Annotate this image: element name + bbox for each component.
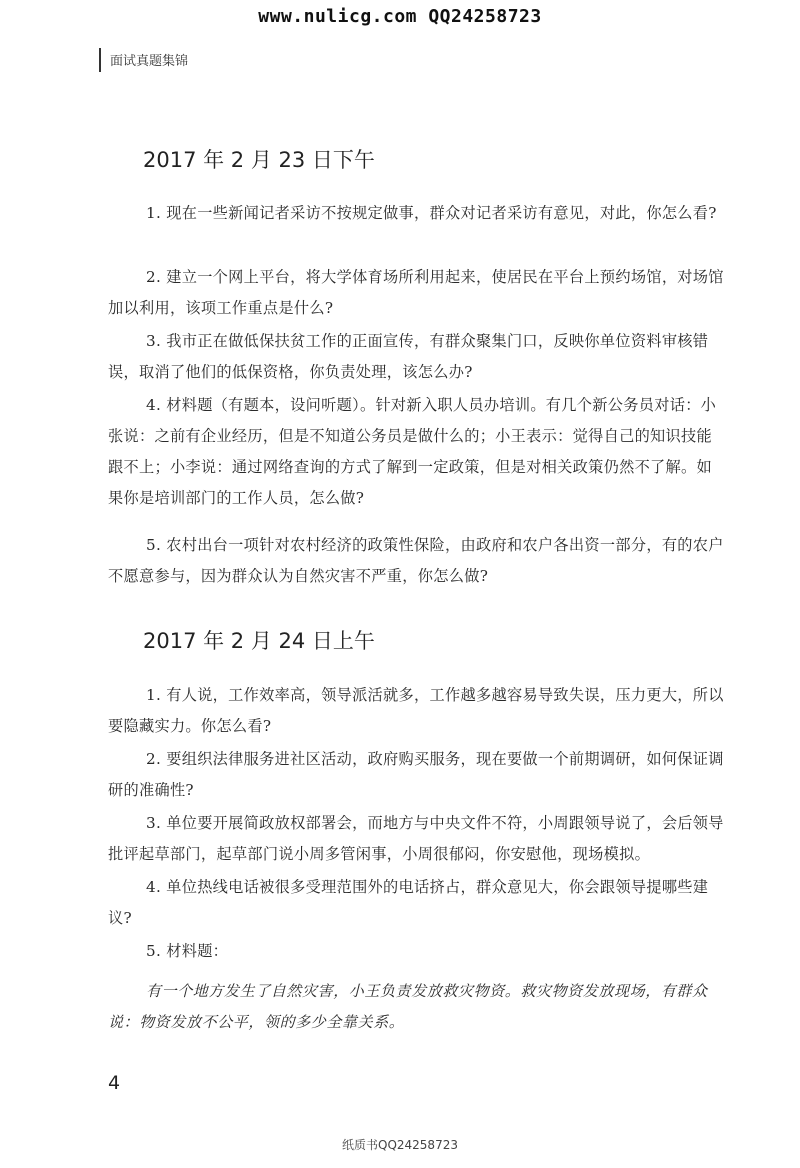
question-1-2: 2. 建立一个网上平台，将大学体育场所利用起来，使居民在平台上预约场馆，对场馆加以利用，该项工作重点是什么? (108, 268, 724, 317)
page-number: 4 (108, 1072, 121, 1094)
question-2-5: 5. 材料题： (146, 942, 229, 960)
watermark-text: www.nulicg.com QQ24258723 (258, 6, 542, 27)
footer-text: 纸质书QQ24258723 (342, 1138, 458, 1152)
section-title-feb23-pm: 2017 年 2 月 23 日下午 (143, 148, 375, 172)
question-1-3: 3. 我市正在做低保扶贫工作的正面宣传，有群众聚集门口，反映你单位资料审核错误，取消了他们的低保资格，你负责处理，该怎么办? (108, 332, 709, 381)
question-2-4: 4. 单位热线电话被很多受理范围外的电话挤占，群众意见大，你会跟领导提哪些建议? (108, 878, 709, 927)
material-passage: 有一个地方发生了自然灾害，小王负责发放救灾物资。救灾物资发放现场，有群众说：物资发放不公平，领的多少全靠关系。 (108, 982, 708, 1031)
running-header-title: 面试真题集锦 (110, 54, 189, 69)
header-divider (99, 48, 101, 72)
question-1-4: 4. 材料题（有题本，设问听题）。针对新入职人员办培训。有几个新公务员对话：小张说：之前有企业经历，但是不知道公务员是做什么的；小王表示：觉得自己的知识技能跟不上；小李说：通过网络查询的方式了解到一定政策，但是对相关政策仍然不了解。如果你是培训部门的工作人员，怎么做? (108, 396, 717, 507)
question-2-1: 1. 有人说，工作效率高，领导派活就多，工作越多越容易导致失误，压力更大，所以要隐藏实力。你怎么看? (108, 686, 724, 735)
question-1-1: 1. 现在一些新闻记者采访不按规定做事，群众对记者采访有意见，对此，你怎么看? (146, 204, 717, 222)
section-title-feb24-am: 2017 年 2 月 24 日上午 (143, 629, 375, 653)
question-1-5: 5. 农村出台一项针对农村经济的政策性保险，由政府和农户各出资一部分，有的农户不愿意参与，因为群众认为自然灾害不严重，你怎么做? (108, 536, 724, 585)
question-2-2: 2. 要组织法律服务进社区活动，政府购买服务，现在要做一个前期调研，如何保证调研的准确性? (108, 750, 724, 799)
question-2-3: 3. 单位要开展简政放权部署会，而地方与中央文件不符，小周跟领导说了，会后领导批评起草部门，起草部门说小周多管闲事，小周很郁闷，你安慰他，现场模拟。 (108, 814, 724, 863)
